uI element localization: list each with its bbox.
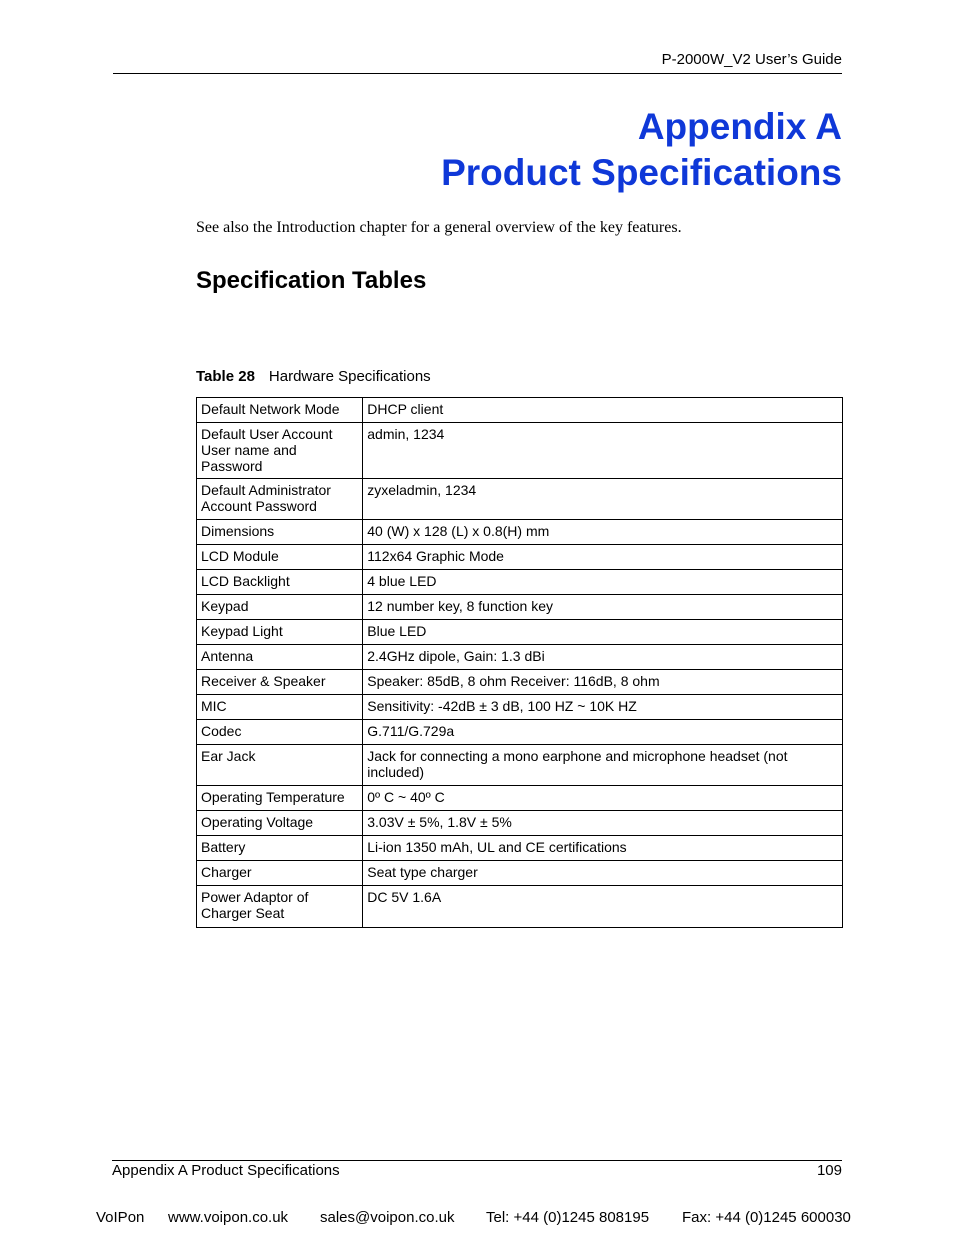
table-row [197,720,843,745]
chapter-title [142,104,842,196]
table-caption [196,367,431,386]
spec-label: Dimensions [197,520,363,545]
spec-value: admin, 1234 [363,423,843,479]
spec-value: G.711/G.729a [363,720,843,745]
spec-value: 0º C ~ 40º C [363,786,843,811]
spec-value: DC 5V 1.6A [363,886,843,928]
header-guide-title: P-2000W_V2 User’s Guide [661,51,842,68]
table-row [197,595,843,620]
spec-value: Seat type charger [363,861,843,886]
spec-value: 12 number key, 8 function key [363,595,843,620]
table-row [197,570,843,595]
contact-company: VoIPon [96,1209,145,1226]
spec-value: 4 blue LED [363,570,843,595]
spec-label: Default Network Mode [197,398,363,423]
table-row [197,786,843,811]
spec-label: Keypad Light [197,620,363,645]
hardware-spec-table [196,397,843,928]
spec-label: Power Adaptor of Charger Seat [197,886,363,928]
table-row [197,620,843,645]
spec-value: Sensitivity: -42dB ± 3 dB, 100 HZ ~ 10K HZ [363,695,843,720]
spec-value: Speaker: 85dB, 8 ohm Receiver: 116dB, 8 ohm [363,670,843,695]
footer-page-number: 109 [816,1162,842,1179]
table-row [197,645,843,670]
spec-label: MIC [197,695,363,720]
footer-divider [112,1160,842,1161]
spec-value: 40 (W) x 128 (L) x 0.8(H) mm [363,520,843,545]
spec-label: Codec [197,720,363,745]
table-caption-label: Table 28 [196,368,255,385]
spec-value: Blue LED [363,620,843,645]
table-row [197,836,843,861]
table-row [197,745,843,786]
spec-label: Battery [197,836,363,861]
spec-value: Jack for connecting a mono earphone and microphone headset (not included) [363,745,843,786]
table-row [197,479,843,520]
footer-section-name: Appendix A Product Specifications [112,1162,340,1179]
table-row [197,398,843,423]
spec-label: Operating Temperature [197,786,363,811]
spec-value: Li-ion 1350 mAh, UL and CE certifications [363,836,843,861]
section-heading: Specification Tables [196,267,427,294]
spec-value: DHCP client [363,398,843,423]
spec-label: Operating Voltage [197,811,363,836]
spec-label: Charger [197,861,363,886]
spec-label: Keypad [197,595,363,620]
table-row [197,545,843,570]
spec-label: LCD Module [197,545,363,570]
header-divider [113,73,842,74]
table-row [197,670,843,695]
table-row [197,423,843,479]
spec-label: Receiver & Speaker [197,670,363,695]
chapter-title-line1: Appendix A [637,106,842,147]
spec-label: Ear Jack [197,745,363,786]
contact-email[interactable]: sales@voipon.co.uk [320,1209,455,1226]
table-caption-text: Hardware Specifications [268,368,431,385]
intro-paragraph: See also the Introduction chapter for a general overview of the key features. [196,219,682,236]
contact-fax: Fax: +44 (0)1245 600030 [682,1209,851,1226]
spec-value: 2.4GHz dipole, Gain: 1.3 dBi [363,645,843,670]
table-row [197,811,843,836]
table-row [197,861,843,886]
contact-website[interactable]: www.voipon.co.uk [168,1209,289,1226]
spec-value: 3.03V ± 5%, 1.8V ± 5% [363,811,843,836]
table-row [197,886,843,928]
spec-value: zyxeladmin, 1234 [363,479,843,520]
table-row [197,695,843,720]
spec-value: 112x64 Graphic Mode [363,545,843,570]
spec-label: LCD Backlight [197,570,363,595]
spec-label: Default User Account User name and Password [197,423,363,479]
table-row [197,520,843,545]
spec-label: Antenna [197,645,363,670]
spec-label: Default Administrator Account Password [197,479,363,520]
chapter-title-line2: Product Specifications [441,152,842,193]
contact-tel: Tel: +44 (0)1245 808195 [486,1209,650,1226]
